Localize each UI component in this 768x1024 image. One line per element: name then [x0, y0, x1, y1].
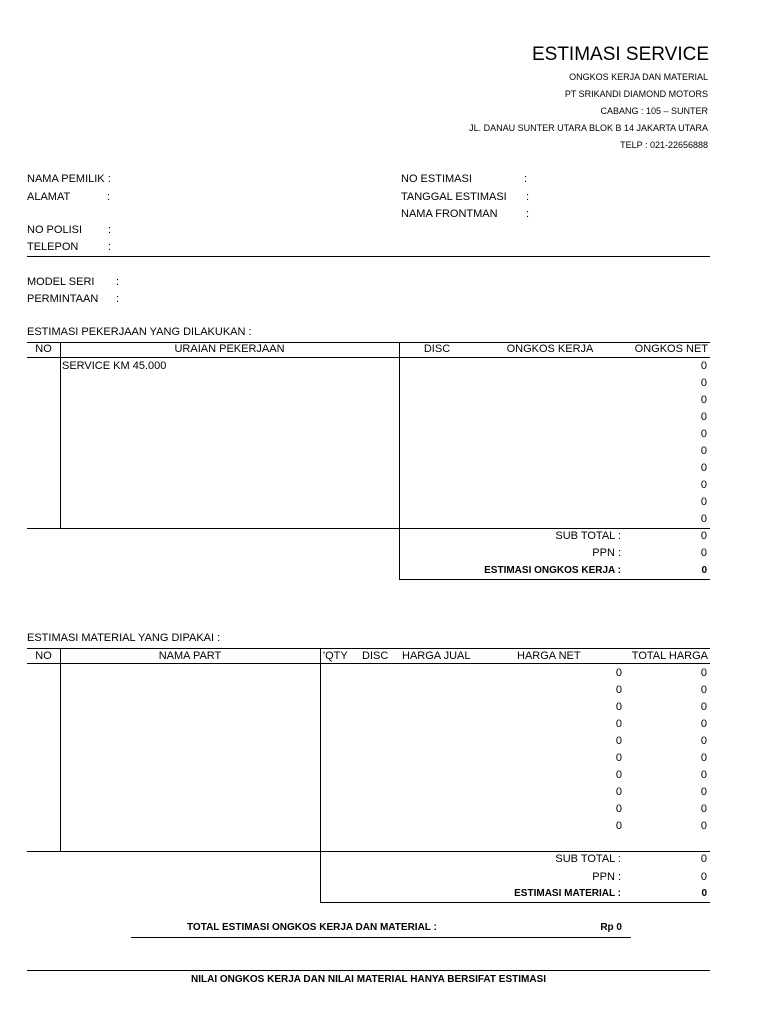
sub-total-value: 0: [700, 530, 707, 542]
ppn-label: PPN :: [592, 547, 621, 559]
total-harga-value: 0: [700, 803, 707, 815]
col-header-total-harga: TOTAL HARGA: [631, 650, 708, 662]
company-phone: TELP : 021-22656888: [620, 140, 708, 150]
col-header-qty: 'QTY: [323, 650, 348, 662]
harga-net-value: 0: [615, 820, 622, 832]
total-material-value: 0: [701, 888, 707, 899]
label-telepon: TELEPON: [27, 241, 79, 253]
ongkos-net-value: 0: [700, 445, 707, 457]
ongkos-net-value: 0: [700, 479, 707, 491]
document-title: ESTIMASI SERVICE: [531, 44, 709, 65]
section-title-pekerjaan: ESTIMASI PEKERJAAN YANG DILAKUKAN :: [27, 326, 252, 338]
total-harga-value: 0: [700, 820, 707, 832]
total-ongkos-kerja-value: 0: [701, 565, 707, 576]
col-header-harga-net: HARGA NET: [517, 650, 581, 662]
grand-total-underline: [131, 937, 631, 938]
colon: :: [526, 191, 530, 203]
column-divider: [60, 342, 61, 528]
colon: :: [107, 191, 111, 203]
label-permintaan: PERMINTAAN: [27, 293, 99, 305]
total-ongkos-kerja-label: ESTIMASI ONGKOS KERJA :: [484, 565, 621, 576]
total-harga-value: 0: [700, 684, 707, 696]
ongkos-net-value: 0: [700, 428, 707, 440]
harga-net-value: 0: [615, 786, 622, 798]
colon: :: [526, 208, 530, 220]
total-harga-value: 0: [700, 769, 707, 781]
ongkos-net-value: 0: [700, 377, 707, 389]
grand-total-label: TOTAL ESTIMASI ONGKOS KERJA DAN MATERIAL :: [187, 922, 437, 933]
label-model-seri: MODEL SERI: [27, 276, 95, 288]
total-bottom-border: [399, 579, 710, 580]
footer-divider: [27, 970, 710, 971]
col-header-disc: DISC: [423, 343, 451, 355]
section-title-material: ESTIMASI MATERIAL YANG DIPAKAI :: [27, 632, 221, 644]
total-harga-value: 0: [700, 718, 707, 730]
harga-net-value: 0: [615, 718, 622, 730]
total-harga-value: 0: [700, 735, 707, 747]
label-tanggal-estimasi: TANGGAL ESTIMASI: [401, 191, 507, 203]
colon: :: [108, 224, 112, 236]
table-bottom-border: [27, 851, 710, 852]
company-address: JL. DANAU SUNTER UTARA BLOK B 14 JAKARTA UTARA: [469, 123, 708, 133]
harga-net-value: 0: [615, 769, 622, 781]
harga-net-value: 0: [615, 735, 622, 747]
sub-total-label: SUB TOTAL :: [555, 530, 621, 542]
col-header-no: NO: [35, 650, 52, 662]
colon: :: [116, 293, 120, 305]
table-bottom-border: [27, 528, 710, 529]
label-nama-frontman: NAMA FRONTMAN: [401, 208, 498, 220]
col-header-nama-part: NAMA PART: [158, 650, 222, 662]
ongkos-net-value: 0: [700, 462, 707, 474]
col-header-ongkos-net: ONGKOS NET: [634, 343, 708, 355]
label-no-estimasi: NO ESTIMASI: [401, 173, 472, 185]
ppn-value: 0: [700, 871, 707, 883]
harga-net-value: 0: [615, 684, 622, 696]
col-header-harga-jual: HARGA JUAL: [402, 650, 471, 662]
branch-info: CABANG : 105 – SUNTER: [600, 106, 708, 116]
label-no-polisi: NO POLISI: [27, 224, 83, 236]
total-harga-value: 0: [700, 667, 707, 679]
total-bottom-border: [320, 902, 710, 903]
header-subtitle: ONGKOS KERJA DAN MATERIAL: [569, 72, 708, 82]
ongkos-net-value: 0: [700, 496, 707, 508]
company-name: PT SRIKANDI DIAMOND MOTORS: [564, 89, 708, 99]
ongkos-net-value: 0: [700, 394, 707, 406]
ppn-label: PPN :: [592, 871, 621, 883]
total-harga-value: 0: [700, 752, 707, 764]
label-nama-pemilik: NAMA PEMILIK :: [27, 173, 111, 185]
table-header-border: [27, 357, 710, 358]
ongkos-net-value: 0: [700, 360, 707, 372]
job-item: SERVICE KM 45.000: [62, 360, 167, 372]
total-harga-value: 0: [700, 701, 707, 713]
label-alamat: ALAMAT: [27, 191, 71, 203]
column-divider: [399, 342, 400, 579]
harga-net-value: 0: [615, 667, 622, 679]
total-material-label: ESTIMASI MATERIAL :: [514, 888, 621, 899]
colon: :: [108, 241, 112, 253]
col-header-uraian: URAIAN PEKERJAAN: [174, 343, 285, 355]
col-header-disc: DISC: [362, 650, 389, 662]
column-divider: [60, 648, 61, 851]
ppn-value: 0: [700, 547, 707, 559]
sub-total-label: SUB TOTAL :: [555, 853, 621, 865]
colon: :: [116, 276, 120, 288]
col-header-no: NO: [35, 343, 52, 355]
harga-net-value: 0: [615, 803, 622, 815]
ongkos-net-value: 0: [700, 411, 707, 423]
column-divider: [320, 648, 321, 902]
colon: :: [524, 173, 528, 185]
footer-note: NILAI ONGKOS KERJA DAN NILAI MATERIAL HANYA BERSIFAT ESTIMASI: [190, 974, 547, 985]
harga-net-value: 0: [615, 752, 622, 764]
col-header-ongkos-kerja: ONGKOS KERJA: [506, 343, 594, 355]
divider: [27, 256, 710, 257]
grand-total-value: Rp 0: [600, 922, 622, 933]
table-header-border: [27, 663, 710, 664]
total-harga-value: 0: [700, 786, 707, 798]
harga-net-value: 0: [615, 701, 622, 713]
table-top-border: [27, 648, 710, 649]
ongkos-net-value: 0: [700, 513, 707, 525]
sub-total-value: 0: [700, 853, 707, 865]
